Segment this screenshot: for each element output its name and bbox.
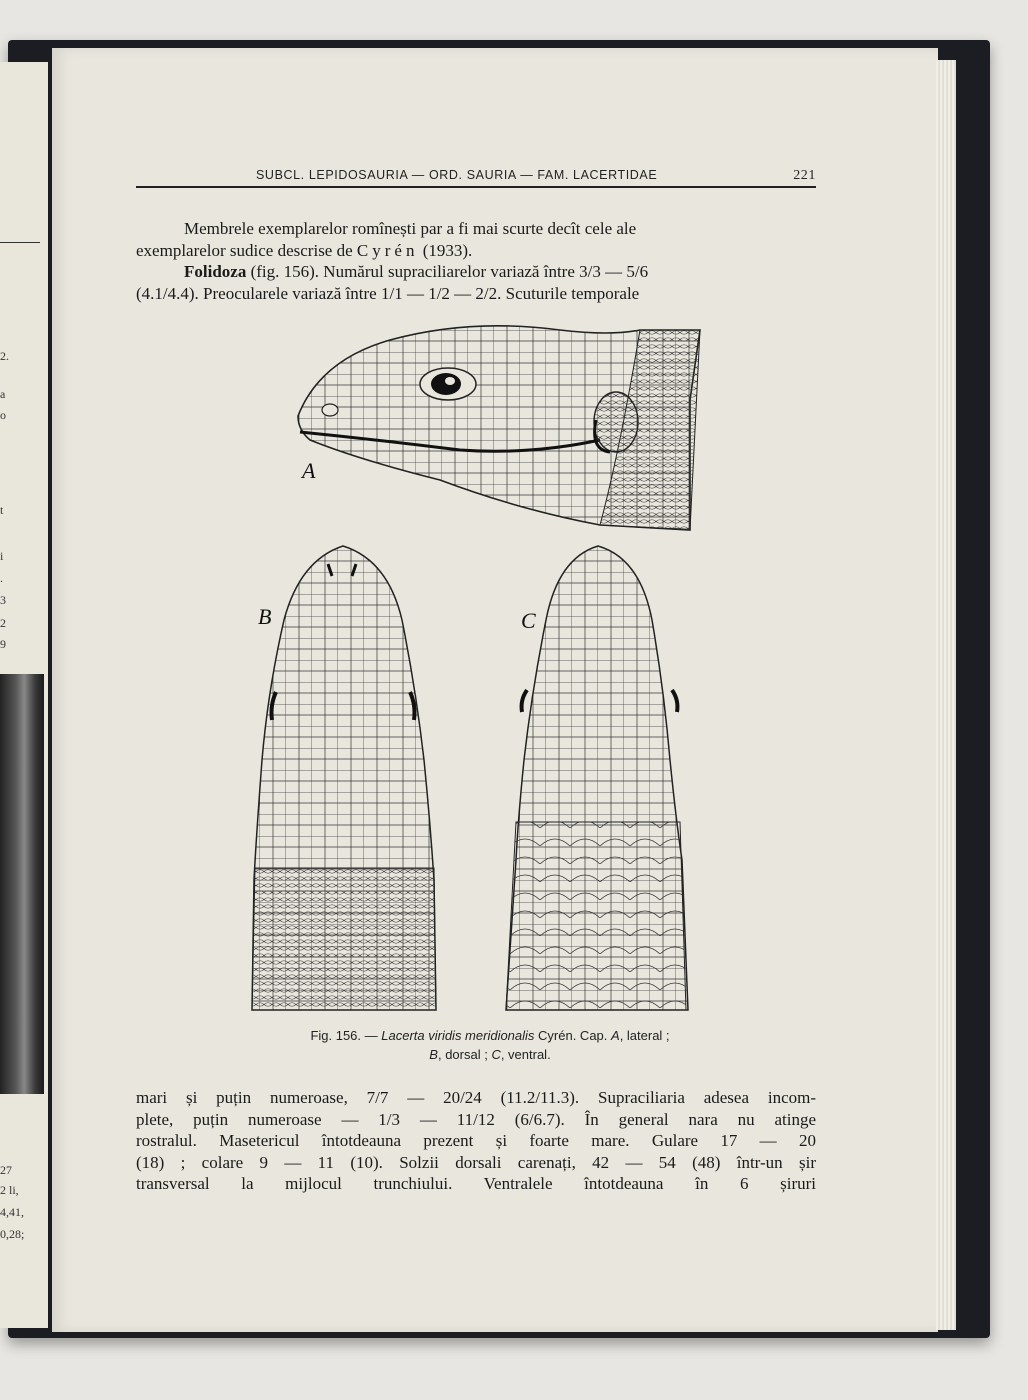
left-fragment: 0,28; (0, 1227, 25, 1241)
text-run: (1933). (418, 240, 473, 260)
left-fragment: t (0, 503, 4, 517)
caption-prefix: Fig. 156. — (310, 1028, 382, 1043)
text-run: (fig. 156). Numărul supraciliarelor variază între 3/3 — 5/6 (246, 262, 649, 281)
caption-text: , ventral. (500, 1047, 551, 1062)
left-fragment: 27 (0, 1163, 12, 1177)
left-fragment: a (0, 387, 6, 401)
author-name: Cyrén (356, 240, 419, 260)
caption-view-c: C (491, 1047, 501, 1062)
left-fragment: 3 (0, 593, 6, 607)
figure-label-a: A (302, 458, 316, 483)
text-line: rostralul. Masetericul întotdeauna prezent și foarte mare. Gulare 17 — 20 (136, 1131, 816, 1150)
text-line: (18) ; colare 9 — 11 (10). Solzii dorsali carenați, 42 — 54 (48) într-un șir (136, 1152, 816, 1172)
text-line: plete, puțin numeroase — 1/3 — 11/12 (6/6.7). În general nara nu atinge (136, 1109, 816, 1129)
caption-text: , lateral ; (619, 1028, 670, 1043)
figure-label-c: C (521, 608, 536, 633)
caption-text: Cyrén. Cap. (534, 1028, 612, 1043)
left-fragment: . (0, 571, 3, 585)
left-fragment: i (0, 549, 4, 563)
left-fragment: 2. (0, 349, 9, 363)
text-line: Membrele exemplarelor romînești par a fi mai scurte decît cele ale (184, 219, 637, 238)
caption-line-2 (210, 1045, 770, 1064)
text-line: transversal la mijlocul trunchiului. Ventralele întotdeauna în 6 șiruri (136, 1174, 816, 1193)
caption-view-b: B (429, 1047, 438, 1062)
figure-caption (210, 1026, 770, 1064)
left-fragment: o (0, 408, 6, 422)
left-fragment: 2 (0, 616, 6, 630)
text-line: mari și puțin numeroase, 7/7 — 20/24 (11.2/11.3). Supraciliaria adesea incom- (136, 1088, 816, 1107)
body-paragraph (136, 1087, 816, 1195)
left-fragment: 4,41, (0, 1205, 24, 1219)
caption-view-a: A (611, 1028, 620, 1043)
running-head-text: SUBCL. LEPIDOSAURIA — ORD. SAURIA — FAM. LACERTIDAE (256, 168, 658, 182)
section-heading: Folidoza (184, 262, 247, 281)
dorsal-head-drawing (252, 546, 436, 1010)
left-fragment: 9 (0, 637, 6, 651)
figure-label-b: B (258, 604, 272, 629)
caption-text: , dorsal ; (437, 1047, 492, 1062)
lateral-head-drawing (298, 326, 700, 530)
caption-line-1 (210, 1026, 770, 1045)
text-run: exemplarelor sudice descrise de (136, 240, 357, 260)
left-fragment: 2 li, (0, 1183, 19, 1197)
text-line: (4.1/4.4). Preocularele variază între 1/1 — 1/2 — 2/2. Scuturile temporale (136, 283, 640, 303)
caption-species: Lacerta viridis meridionalis (381, 1028, 535, 1043)
page-number: 221 (793, 168, 816, 183)
